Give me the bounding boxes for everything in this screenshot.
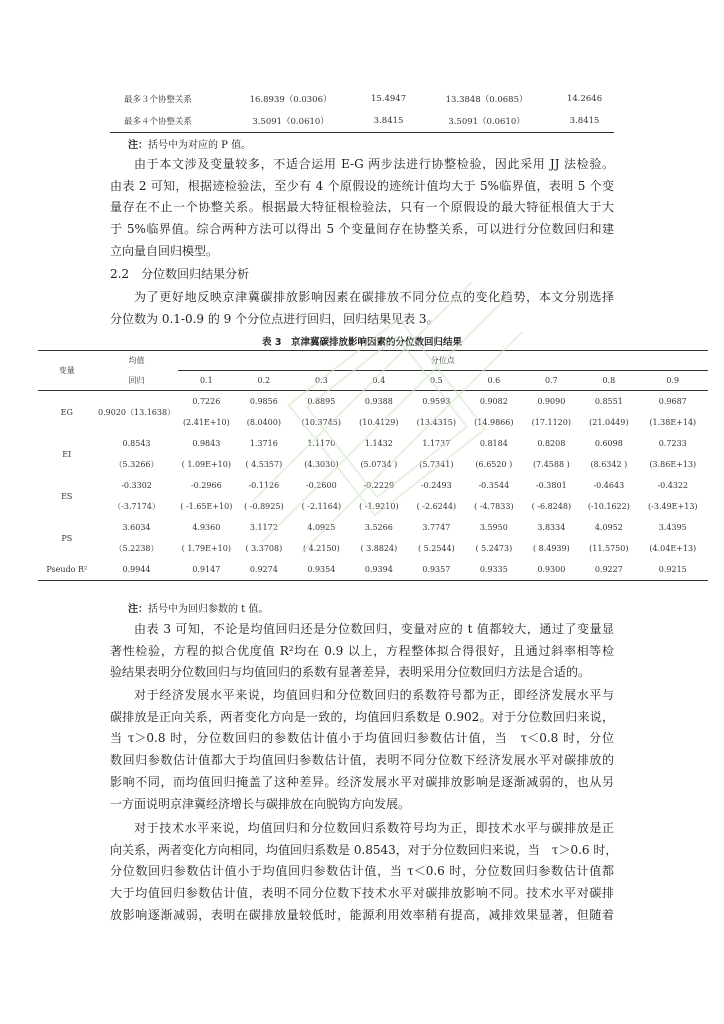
- table-row: [110, 88, 614, 110]
- paragraph-economic-development: [110, 685, 614, 815]
- quantile-header: 0.8: [580, 371, 638, 391]
- table2-note-label: 注：: [128, 140, 148, 151]
- quantile-t-value: (6.6520 ): [475, 460, 513, 469]
- quantile-t-value: ( -2.1164): [301, 502, 342, 511]
- text-line: 由表 3 可知，不论是均值回归还是分位数回归，变量对应的 t 值都较大，通过了变量显: [134, 622, 614, 636]
- quantile-t-value: (11.5750): [589, 544, 629, 553]
- quantile-coefficient: 3.8334: [537, 523, 566, 532]
- quantile-coefficient: -0.3544: [478, 481, 510, 490]
- pseudo-r2-value: 0.9227: [594, 565, 623, 574]
- quantile-coefficient: 1.1432: [364, 439, 393, 448]
- text-line: 碳排放是正向关系，两者变化方向是一致的，均值回归系数是 0.902。对于分位数回归来说，: [110, 709, 614, 724]
- header-variable: 变量: [38, 351, 96, 391]
- text-line: 分位数回归参数估计值小于均值回归参数估计值，当 τ＜0.6 时，分位数回归参数估计值都: [110, 864, 614, 879]
- quantile-coefficient: 3.4395: [658, 523, 687, 532]
- quantile-t-value: (13.4315): [416, 418, 456, 427]
- quantile-t-value: ( 5.2473): [475, 544, 513, 553]
- quantile-t-value: ( -4.7833): [474, 502, 514, 511]
- table2-note-text: 括号中为对应的 P 值。: [148, 140, 252, 151]
- table-row: [38, 517, 708, 538]
- quantile-t-value: (14.9866): [474, 418, 514, 427]
- table-cell: 14.2646: [566, 94, 603, 104]
- quantile-t-value: ( 1.79E+10): [181, 544, 231, 553]
- quantile-coefficient: 0.7226: [192, 397, 221, 406]
- quantile-coefficient: 0.8551: [594, 397, 623, 406]
- quantile-coefficient: 3.7747: [422, 523, 451, 532]
- text-line: 当 τ＞0.8 时，分位数回归的参数估计值小于均值回归参数估计值，当 τ＜0.8 时，分位: [110, 731, 614, 746]
- quantile-header: 0.1: [178, 371, 236, 391]
- quantile-coefficient: -0.4643: [593, 481, 625, 490]
- header-quantile: 分位点: [178, 351, 708, 371]
- quantile-coefficient: 0.9082: [479, 397, 508, 406]
- quantile-header: 0.9: [638, 371, 708, 391]
- quantile-coefficient: -0.3801: [535, 481, 567, 490]
- table-cell: 3.8415: [359, 110, 418, 133]
- quantile-coefficient: 0.8895: [307, 397, 336, 406]
- quantile-t-value: ( 8.4939): [532, 544, 570, 553]
- quantile-t-value: ( 4.2150): [302, 544, 340, 553]
- mean-t-value: （5.3266）: [114, 460, 159, 469]
- text-line: 影响不同，而均值回归掩盖了这种差异。经济发展水平对碳排放影响是逐渐减弱的，也从另: [110, 774, 614, 789]
- quantile-t-value: (-3.49E+13): [648, 502, 698, 511]
- quantile-t-value: (8.0400): [246, 418, 281, 427]
- table-cell: 13.3848（0.0685）: [445, 95, 528, 105]
- quantile-t-value: ( 4.5357): [245, 460, 283, 469]
- quantile-coefficient: 0.8208: [537, 439, 566, 448]
- table3-note: [128, 600, 268, 615]
- quantile-t-value: ( -6.8248): [531, 502, 572, 511]
- quantile-t-value: ( 3.8824): [360, 544, 398, 553]
- quantile-t-value: (10.3745): [301, 418, 341, 427]
- quantile-coefficient: -0.2493: [420, 481, 452, 490]
- quantile-t-value: (10.4129): [359, 418, 399, 427]
- variable-name: PS: [61, 533, 73, 543]
- quantile-coefficient: -0.4322: [657, 481, 689, 490]
- quantile-header: 0.5: [408, 371, 466, 391]
- quantile-t-value: ( 5.2544): [417, 544, 455, 553]
- text-line: 验结果表明分位数回归与均值回归的系数有显著差异，表明采用分位数回归方法是合适的。: [110, 665, 591, 680]
- quantile-coefficient: 0.8184: [479, 439, 508, 448]
- variable-name: ES: [61, 491, 73, 501]
- pseudo-r2-value: 0.9335: [479, 565, 508, 574]
- paragraph-technology-level: [110, 818, 618, 927]
- table2-note: [128, 136, 251, 151]
- quantile-coefficient: 1.1737: [422, 439, 451, 448]
- table3-note-label: 注：: [128, 604, 148, 615]
- header-mean-bottom: 回归: [96, 371, 178, 391]
- quantile-coefficient: 1.1170: [307, 439, 336, 448]
- quantile-t-value: ( 3.3708): [245, 544, 283, 553]
- quantile-coefficient: 0.9687: [658, 397, 687, 406]
- quantile-coefficient: 3.5950: [479, 523, 508, 532]
- table-cell: 3.5091（0.0610）: [418, 110, 555, 133]
- quantile-coefficient: 3.1172: [249, 523, 278, 532]
- text-line: 著性检验，方程的拟合优度值 R²均在 0.9 以上，方程整体拟合得很好，且通过斜率相等检: [110, 643, 614, 658]
- text-line: 分位数为 0.1-0.9 的 9 个分位点进行回归，回归结果见表 3。: [110, 311, 439, 326]
- quantile-coefficient: -0.1126: [248, 481, 280, 490]
- pseudo-r2-value: 0.9300: [537, 565, 566, 574]
- quantile-t-value: (17.1120): [531, 418, 571, 427]
- quantile-t-value: (7.4588 ): [532, 460, 570, 469]
- quantile-t-value: (4.3030): [304, 460, 339, 469]
- quantile-coefficient: 4.9360: [192, 523, 221, 532]
- quantile-coefficient: 0.9843: [192, 439, 221, 448]
- pseudo-r2-value: 0.9944: [122, 565, 151, 574]
- text-line: 为了更好地反映京津冀碳排放影响因素在碳排放不同分位点的变化趋势，本文分别选择: [134, 290, 614, 304]
- text-line: 于 5%临界值。综合两种方法可以得出 5 个变量间存在协整关系，可以进行分位数回归和建: [110, 222, 614, 237]
- quantile-coefficient: 1.3716: [249, 439, 278, 448]
- table-cell: 最多４个协整关系: [110, 110, 222, 133]
- header-mean-top: 均值: [128, 356, 145, 366]
- quantile-t-value: (3.86E+13): [649, 460, 697, 469]
- quantile-coefficient: 0.6098: [594, 439, 623, 448]
- quantile-coefficient: 4.0925: [307, 523, 336, 532]
- paragraph-quantile-intro: [110, 287, 614, 330]
- pseudo-r2-value: 0.9394: [364, 565, 393, 574]
- table-cell: 3.5091（0.0610）: [222, 110, 359, 133]
- quantile-coefficient: 4.0952: [594, 523, 623, 532]
- quantile-t-value: (1.38E+14): [649, 418, 697, 427]
- table-row: [38, 454, 708, 475]
- quantile-coefficient: 0.7233: [658, 439, 687, 448]
- table-row: [38, 391, 708, 413]
- pseudo-r2-value: 0.9274: [249, 565, 278, 574]
- text-line: 放影响逐渐减弱，表明在碳排放量较低时，能源利用效率稍有提高，减排效果显著，但随着: [110, 907, 614, 922]
- table-row: [38, 496, 708, 517]
- text-line: 由表 2 可知，根据迹检验法，至少有 4 个原假设的迹统计值均大于 5%临界值，表明 5 个变: [110, 178, 614, 193]
- quantile-t-value: (2.41E+10): [182, 418, 230, 427]
- table-cell: 16.8939（0.0306）: [249, 95, 332, 105]
- quantile-t-value: ( 1.09E+10): [181, 460, 231, 469]
- quantile-coefficient: -0.2966: [190, 481, 222, 490]
- table-row: [38, 559, 708, 581]
- quantile-coefficient: 0.9593: [422, 397, 451, 406]
- pseudo-r2-value: 0.9147: [192, 565, 221, 574]
- quantile-t-value: ( -1.65E+10): [180, 502, 233, 511]
- text-line: 对于经济发展水平来说，均值回归和分位数回归的系数符号都为正，即经济发展水平与: [134, 688, 614, 702]
- text-line: 量存在不止一个协整关系。根据最大特征根检验法，只有一个原假设的最大特征根值大于大: [110, 200, 614, 215]
- quantile-header: 0.4: [350, 371, 408, 391]
- quantile-header: 0.7: [523, 371, 581, 391]
- quantile-regression-table: [38, 350, 708, 581]
- mean-coefficient: 3.6034: [122, 523, 151, 532]
- pseudo-r2-value: 0.9354: [307, 565, 336, 574]
- quantile-t-value: ( -2.6244): [416, 502, 457, 511]
- mean-coefficient: 0.8543: [122, 439, 151, 448]
- mean-t-value: （5.2238）: [114, 544, 159, 553]
- mean-coefficient: -0.3302: [121, 481, 152, 490]
- quantile-t-value: (5.7341): [419, 460, 454, 469]
- quantile-coefficient: -0.2600: [305, 481, 337, 490]
- text-line: 由于本文涉及变量较多，不适合运用 E-G 两步法进行协整检验，因此采用 JJ 法检验。: [134, 157, 614, 171]
- table-row: [38, 475, 708, 496]
- quantile-t-value: (-10.1622): [587, 502, 630, 511]
- pseudo-r2-value: 0.9215: [658, 565, 687, 574]
- text-line: 数回归参数估计值都大于均值回归参数估计值，表明不同分位数下经济发展水平对碳排放的: [110, 753, 614, 768]
- table-cell: 15.4947: [370, 94, 407, 104]
- table-row: [38, 538, 708, 559]
- table-row: [110, 110, 614, 133]
- mean-coefficient: 0.9020（13.1638）: [98, 407, 176, 417]
- text-line: 一方面说明京津冀经济增长与碳排放在向脱钩方向发展。: [110, 796, 411, 811]
- table-row: [38, 433, 708, 454]
- quantile-header: 0.6: [465, 371, 523, 391]
- quantile-t-value: (5.0734 ): [360, 460, 398, 469]
- quantile-coefficient: 0.9856: [249, 397, 278, 406]
- quantile-coefficient: 0.9090: [537, 397, 566, 406]
- text-line: 大于均值回归参数估计值，表明不同分位数下技术水平对碳排放影响不同。技术水平对碳排: [110, 886, 614, 901]
- text-line: 向关系，两者变化方向相同，均值回归系数是 0.8543，对于分位数回归来说，当 τ＞0.6 时，: [110, 842, 618, 857]
- quantile-coefficient: 3.5266: [364, 523, 393, 532]
- paragraph-cointegration: [110, 154, 614, 263]
- text-line: 立向量自回归模型。: [110, 243, 219, 258]
- variable-name: EI: [62, 449, 72, 459]
- variable-name: EG: [60, 407, 73, 417]
- table-cell: 3.8415: [555, 110, 614, 133]
- pseudo-r2-value: 0.9357: [422, 565, 451, 574]
- section-heading: 2.2 分位数回归结果分析: [110, 267, 250, 281]
- quantile-coefficient: 0.9388: [364, 397, 393, 406]
- quantile-t-value: (4.04E+13): [649, 544, 697, 553]
- quantile-header: 0.3: [293, 371, 351, 391]
- quantile-t-value: ( -1.9210): [359, 502, 399, 511]
- cointegration-table-continued: [110, 88, 614, 133]
- pseudo-r2-label: Pseudo R²: [46, 565, 88, 574]
- quantile-header: 0.2: [235, 371, 293, 391]
- text-line: 对于技术水平来说，均值回归和分位数回归系数符号均为正，即技术水平与碳排放是正: [134, 821, 614, 835]
- quantile-coefficient: -0.2229: [363, 481, 395, 490]
- table3-note-text: 括号中为回归参数的 t 值。: [148, 604, 269, 615]
- paragraph-significance: [110, 619, 614, 684]
- quantile-t-value: ( -0.8925): [244, 502, 284, 511]
- mean-t-value: （-3.7174）: [113, 502, 160, 511]
- table3-caption: 表 3 京津冀碳排放影响因素的分位数回归结果: [262, 337, 462, 348]
- table-cell: 最多３个协整关系: [124, 95, 193, 105]
- quantile-t-value: (8.6342 ): [590, 460, 628, 469]
- quantile-t-value: (21.0449): [589, 418, 629, 427]
